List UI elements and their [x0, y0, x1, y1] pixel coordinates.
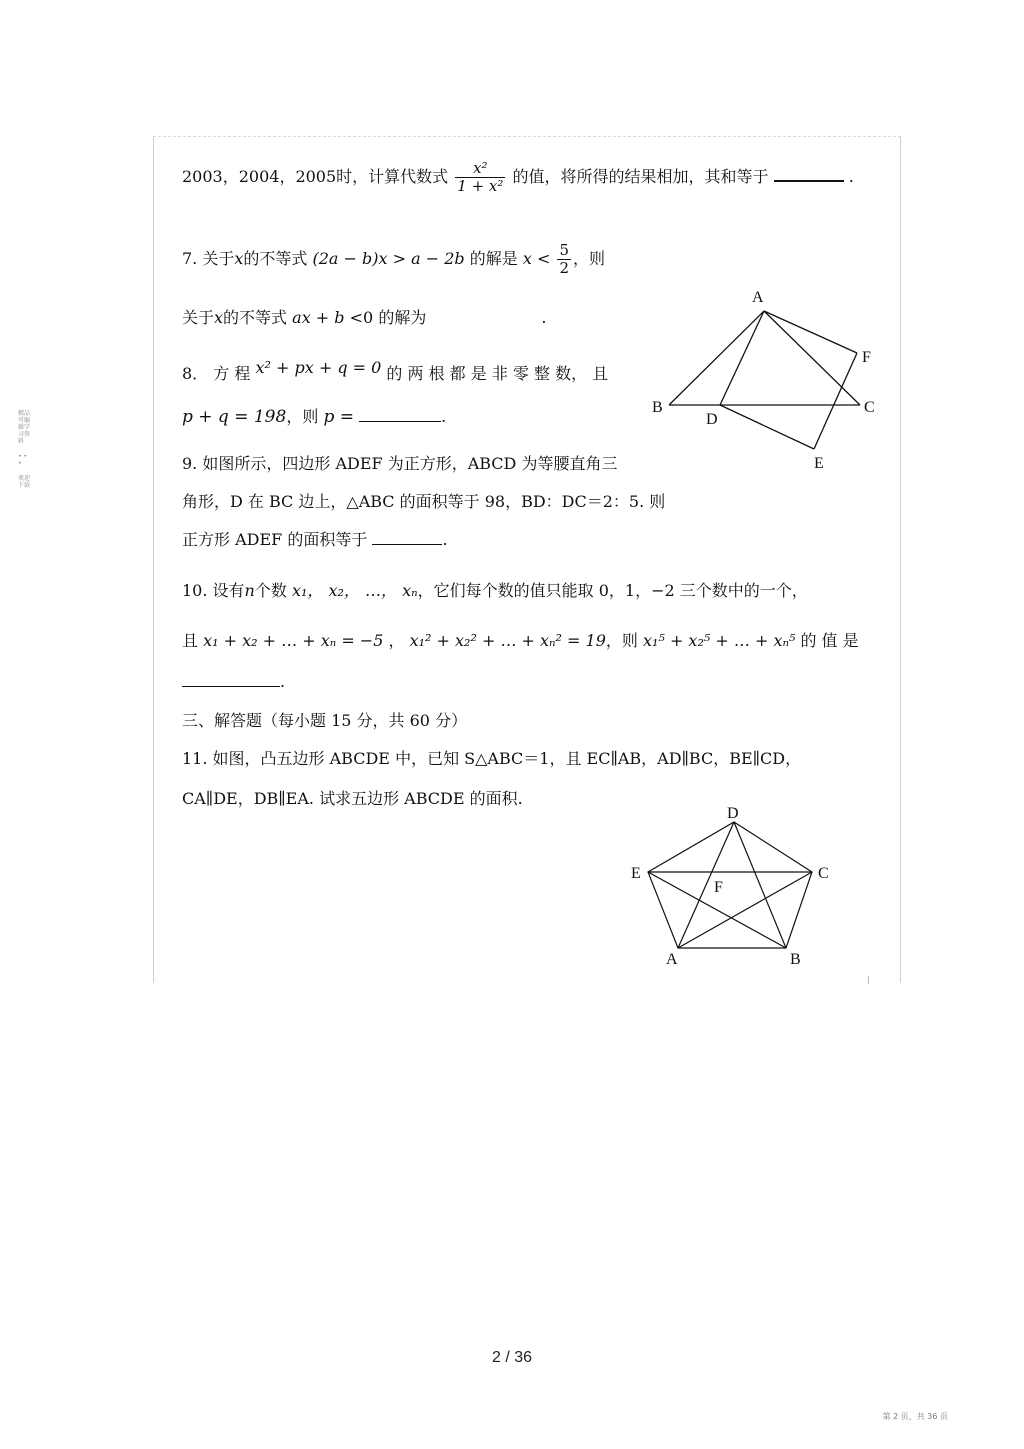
q9-text: 正方形 ADEF 的面积等于: [182, 530, 368, 549]
fig2-label-a: A: [666, 951, 678, 968]
question-11-line-1: 11. 如图，凸五边形 ABCDE 中，已知 S△ABC＝1，且 EC∥AB，AD∥BC，BE∥CD，: [182, 749, 802, 768]
q7-text-d: ，则: [573, 249, 606, 268]
q7-text-b: 的不等式: [243, 249, 308, 268]
q10-line2-text-c: 的 值 是: [800, 631, 859, 650]
q9-answer-blank[interactable]: [372, 544, 442, 545]
section-3-title: 三、解答题（每小题 15 分，共 60 分）: [182, 711, 468, 730]
question-8-line-1: [182, 358, 608, 384]
q7-line2-text-c: <0 的解为: [349, 308, 427, 327]
side-watermark-note: [18, 410, 30, 489]
q6-fraction: [455, 160, 505, 195]
q7-fraction-denominator: 2: [559, 259, 570, 277]
q6-mid-text: 时，计算代数式: [336, 167, 449, 186]
q10-line2-text-b: ，则: [605, 631, 638, 650]
fig1-label-f: F: [862, 349, 871, 366]
q6-years: 2003，2004，2005: [182, 167, 337, 186]
q6-fraction-numerator: x²: [455, 160, 505, 178]
q6-tail-text: 的值，将所得的结果相加，其和等于: [512, 167, 769, 186]
q10-text-c: ，它们每个数的值只能取 0，1，−2 三个数中的一个，: [417, 581, 808, 600]
q8-text-b: 的 两 根 都 是 非 零 整 数， 且: [386, 364, 609, 383]
side-note-bottom: 欢迎下载: [18, 475, 31, 489]
question-10-line-2: [182, 628, 859, 651]
q7-end: .: [541, 308, 547, 327]
question-10-line-1: [182, 578, 808, 601]
question-11-line-2: CA∥DE，DB∥EA. 试求五边形 ABCDE 的面积.: [182, 789, 523, 808]
q8-answer-blank[interactable]: [359, 421, 441, 422]
fig1-label-b: B: [652, 399, 663, 416]
q8-condition: p + q = 198: [182, 407, 287, 427]
q10-sum-1: x₁ + x₂ + … + xₙ = −5: [203, 631, 384, 650]
question-9-line-2: 角形，D 在 BC 边上，△ABC 的面积等于 98，BD：DC＝2：5. 则: [182, 492, 666, 511]
fig1-edge-fe: [814, 353, 857, 449]
q10-sum-2: x₁² + x₂² + … + xₙ² = 19: [409, 631, 606, 650]
q8-var-p: p =: [323, 407, 354, 427]
side-note-dots: • • •: [18, 453, 27, 467]
figure-pentagon-star: [622, 800, 842, 976]
fig1-edge-de: [720, 405, 814, 449]
question-7-line-1: [182, 242, 605, 277]
fig1-edge-ab: [669, 311, 764, 405]
question-6-line: [182, 160, 854, 195]
page-edge-tick: [868, 976, 869, 984]
q7-inequality-2: ax + b: [292, 308, 345, 327]
fig2-diagonal-da: [678, 822, 734, 948]
footer-page-note: 第 2 页，共 36 页: [882, 1412, 948, 1421]
q7-line2-text-a: 关于: [182, 308, 215, 327]
q10-var-n: n: [244, 581, 255, 600]
q10-end: .: [280, 672, 286, 691]
q7-line2-text-b: 的不等式: [223, 308, 288, 327]
q7-line2-var-x: x: [214, 308, 224, 327]
q7-text-c: 的解是: [469, 249, 518, 268]
side-note-top: 精品可编辑学习资料: [18, 410, 31, 445]
fig1-label-d: D: [706, 411, 718, 428]
question-10-line-3: [182, 672, 285, 691]
q10-answer-blank[interactable]: [182, 686, 280, 687]
fig1-label-c: C: [864, 399, 875, 416]
q7-fraction-numerator: 5: [559, 241, 570, 259]
q8-end: .: [441, 407, 447, 426]
q7-inequality: (2a − b)x > a − 2b: [312, 249, 465, 268]
q8-text-a: 8． 方 程: [182, 364, 251, 383]
question-8-line-2: [182, 404, 446, 427]
q10-sum-3: x₁⁵ + x₂⁵ + … + xₙ⁵: [643, 631, 796, 650]
q6-fraction-denominator: 1 + x²: [457, 177, 504, 195]
q6-answer-blank[interactable]: [774, 180, 844, 182]
q8-text-c: ，则: [286, 407, 319, 426]
fig1-edge-ad: [720, 311, 764, 405]
q7-solution-lhs: x <: [522, 249, 551, 268]
q10-separator: ，: [388, 631, 405, 650]
pagination-indicator: 2 / 36: [491, 1349, 533, 1366]
fig1-edge-ac: [764, 311, 860, 405]
q7-text-a: 7. 关于: [182, 249, 235, 268]
fig2-label-b: B: [790, 951, 801, 968]
q6-end: .: [848, 167, 854, 186]
q10-text-b: 个数: [254, 581, 287, 600]
q8-equation: x² + px + q = 0: [255, 358, 382, 377]
fig2-label-f: F: [714, 879, 723, 896]
q10-line2-text-a: 且: [182, 631, 199, 650]
question-9-line-3: [182, 527, 448, 550]
fig2-label-e: E: [631, 865, 641, 882]
q9-end: .: [442, 530, 448, 549]
q10-text-a: 10. 设有: [182, 581, 245, 600]
question-9-line-1: 9. 如图所示，四边形 ADEF 为正方形，ABCD 为等腰直角三: [182, 454, 618, 473]
fig2-label-c: C: [818, 865, 829, 882]
fig2-diagonal-db: [734, 822, 786, 948]
question-7-line-2: [182, 305, 547, 328]
fig1-label-a: A: [752, 289, 764, 306]
fig2-label-d: D: [727, 805, 739, 822]
q7-fraction: [557, 242, 571, 277]
q7-var-x: x: [234, 249, 244, 268]
fig2-diagonal-ca: [678, 872, 812, 948]
figure-square-triangle: [640, 282, 890, 478]
fig1-edge-af: [764, 311, 857, 353]
fig1-label-e: E: [814, 455, 824, 472]
q10-variables: x₁， x₂， …， xₙ: [291, 581, 418, 600]
